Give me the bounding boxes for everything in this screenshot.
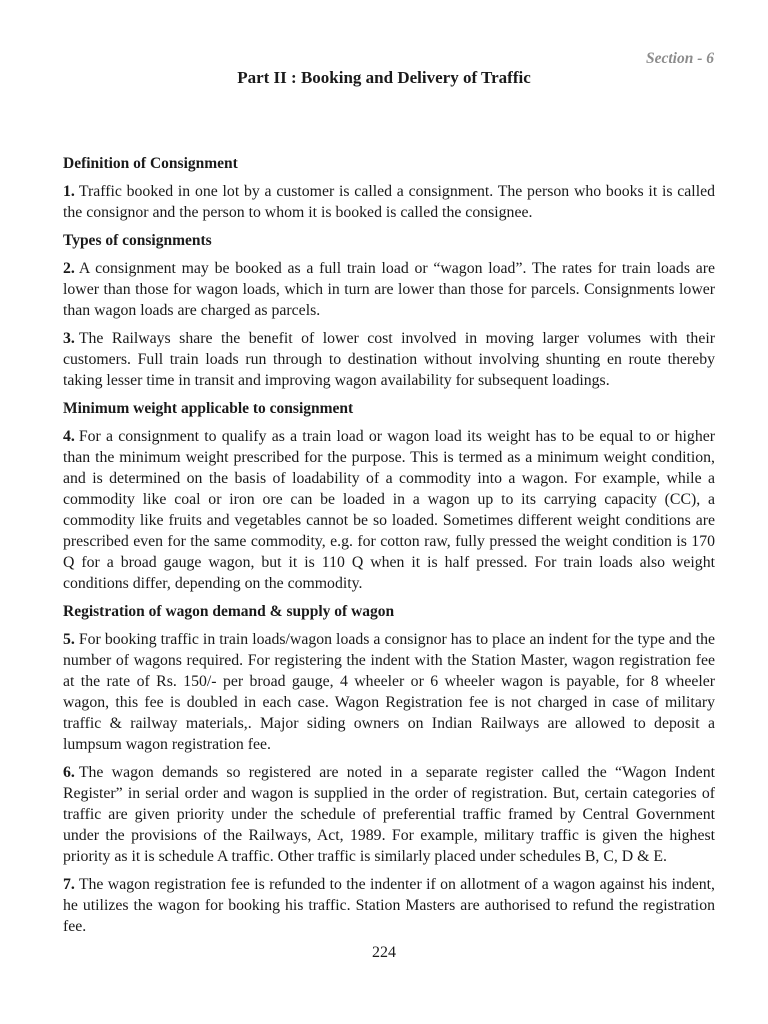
- document-body: [63, 153, 715, 944]
- paragraph-4: [63, 426, 715, 594]
- paragraph-6: [63, 762, 715, 867]
- paragraph-5: [63, 629, 715, 755]
- paragraph-text: The wagon registration fee is refunded to the indenter if on allotment of a wagon against his indent, he utilizes the wagon for booking his traffic. Station Masters are authorised to refund the registration fee.: [63, 876, 715, 935]
- paragraph-number: 1.: [63, 183, 75, 200]
- paragraph-1: [63, 181, 715, 223]
- paragraph-text: For booking traffic in train loads/wagon loads a consignor has to place an indent for the type and the number of wagons required. For registering the indent with the Station Master, wagon registration fee at the rate of Rs. 150/- per broad gauge, 4 wheeler or 6 wheeler wagon is payable, for 8 wheeler wagon, this fee is doubled in each case. Wagon Registration fee is not charged in case of military traffic & railway materials,. Major siding owners on Indian Railways are allowed to deposit a lumpsum wagon registration fee.: [63, 631, 715, 753]
- paragraph-2: [63, 258, 715, 321]
- paragraph-number: 5.: [63, 631, 75, 648]
- heading-definition-of-consignment: Definition of Consignment: [63, 155, 238, 172]
- page-title: Part II : Booking and Delivery of Traffic: [237, 68, 531, 87]
- paragraph-number: 2.: [63, 260, 75, 277]
- paragraph-number: 6.: [63, 764, 75, 781]
- heading-registration-of-wagon-demand: Registration of wagon demand & supply of wagon: [63, 603, 395, 620]
- heading-minimum-weight: Minimum weight applicable to consignment: [63, 400, 354, 417]
- paragraph-number: 4.: [63, 428, 75, 445]
- page-number: 224: [372, 944, 396, 961]
- paragraph-3: [63, 328, 715, 391]
- paragraph-number: 3.: [63, 330, 75, 347]
- paragraph-text: A consignment may be booked as a full train load or “wagon load”. The rates for train loads are lower than those for wagon loads, which in turn are lower than those for parcels. Consignments lower than wagon loads are charged as parcels.: [63, 260, 715, 319]
- heading-types-of-consignments: Types of consignments: [63, 232, 212, 249]
- paragraph-text: For a consignment to qualify as a train load or wagon load its weight has to be equal to or higher than the minimum weight prescribed for the purpose. This is termed as a minimum weight condition, and is determined on the basis of loadability of a commodity into a wagon. For example, while a commodity like coal or iron ore can be loaded in a wagon up to its carrying capacity (CC), a commodity like fruits and vegetables cannot be so loaded. Sometimes different weight conditions are prescribed even for the same commodity, e.g. for cotton raw, fully pressed the weight condition is 170 Q for a broad gauge wagon, but it is 110 Q when it is half pressed. For train loads also weight conditions differ, depending on the commodity.: [63, 428, 715, 592]
- paragraph-number: 7.: [63, 876, 75, 893]
- paragraph-7: [63, 874, 715, 937]
- paragraph-text: The wagon demands so registered are noted in a separate register called the “Wagon Indent Register” in serial order and wagon is supplied in the order of registration. But, certain categories of traffic are given priority under the schedule of preferential traffic framed by Central Government under the provisions of the Railways, Act, 1989. For example, military traffic is given the highest priority as it is schedule A traffic. Other traffic is similarly placed under schedules B, C, D & E.: [63, 764, 715, 865]
- paragraph-text: The Railways share the benefit of lower cost involved in moving larger volumes with their customers. Full train loads run through to destination without involving shunting en route thereby taking lesser time in transit and improving wagon availability for subsequent loadings.: [63, 330, 715, 389]
- section-label: Section - 6: [645, 50, 714, 67]
- paragraph-text: Traffic booked in one lot by a customer is called a consignment. The person who books it is called the consignor and the person to whom it is booked is called the consignee.: [63, 183, 715, 221]
